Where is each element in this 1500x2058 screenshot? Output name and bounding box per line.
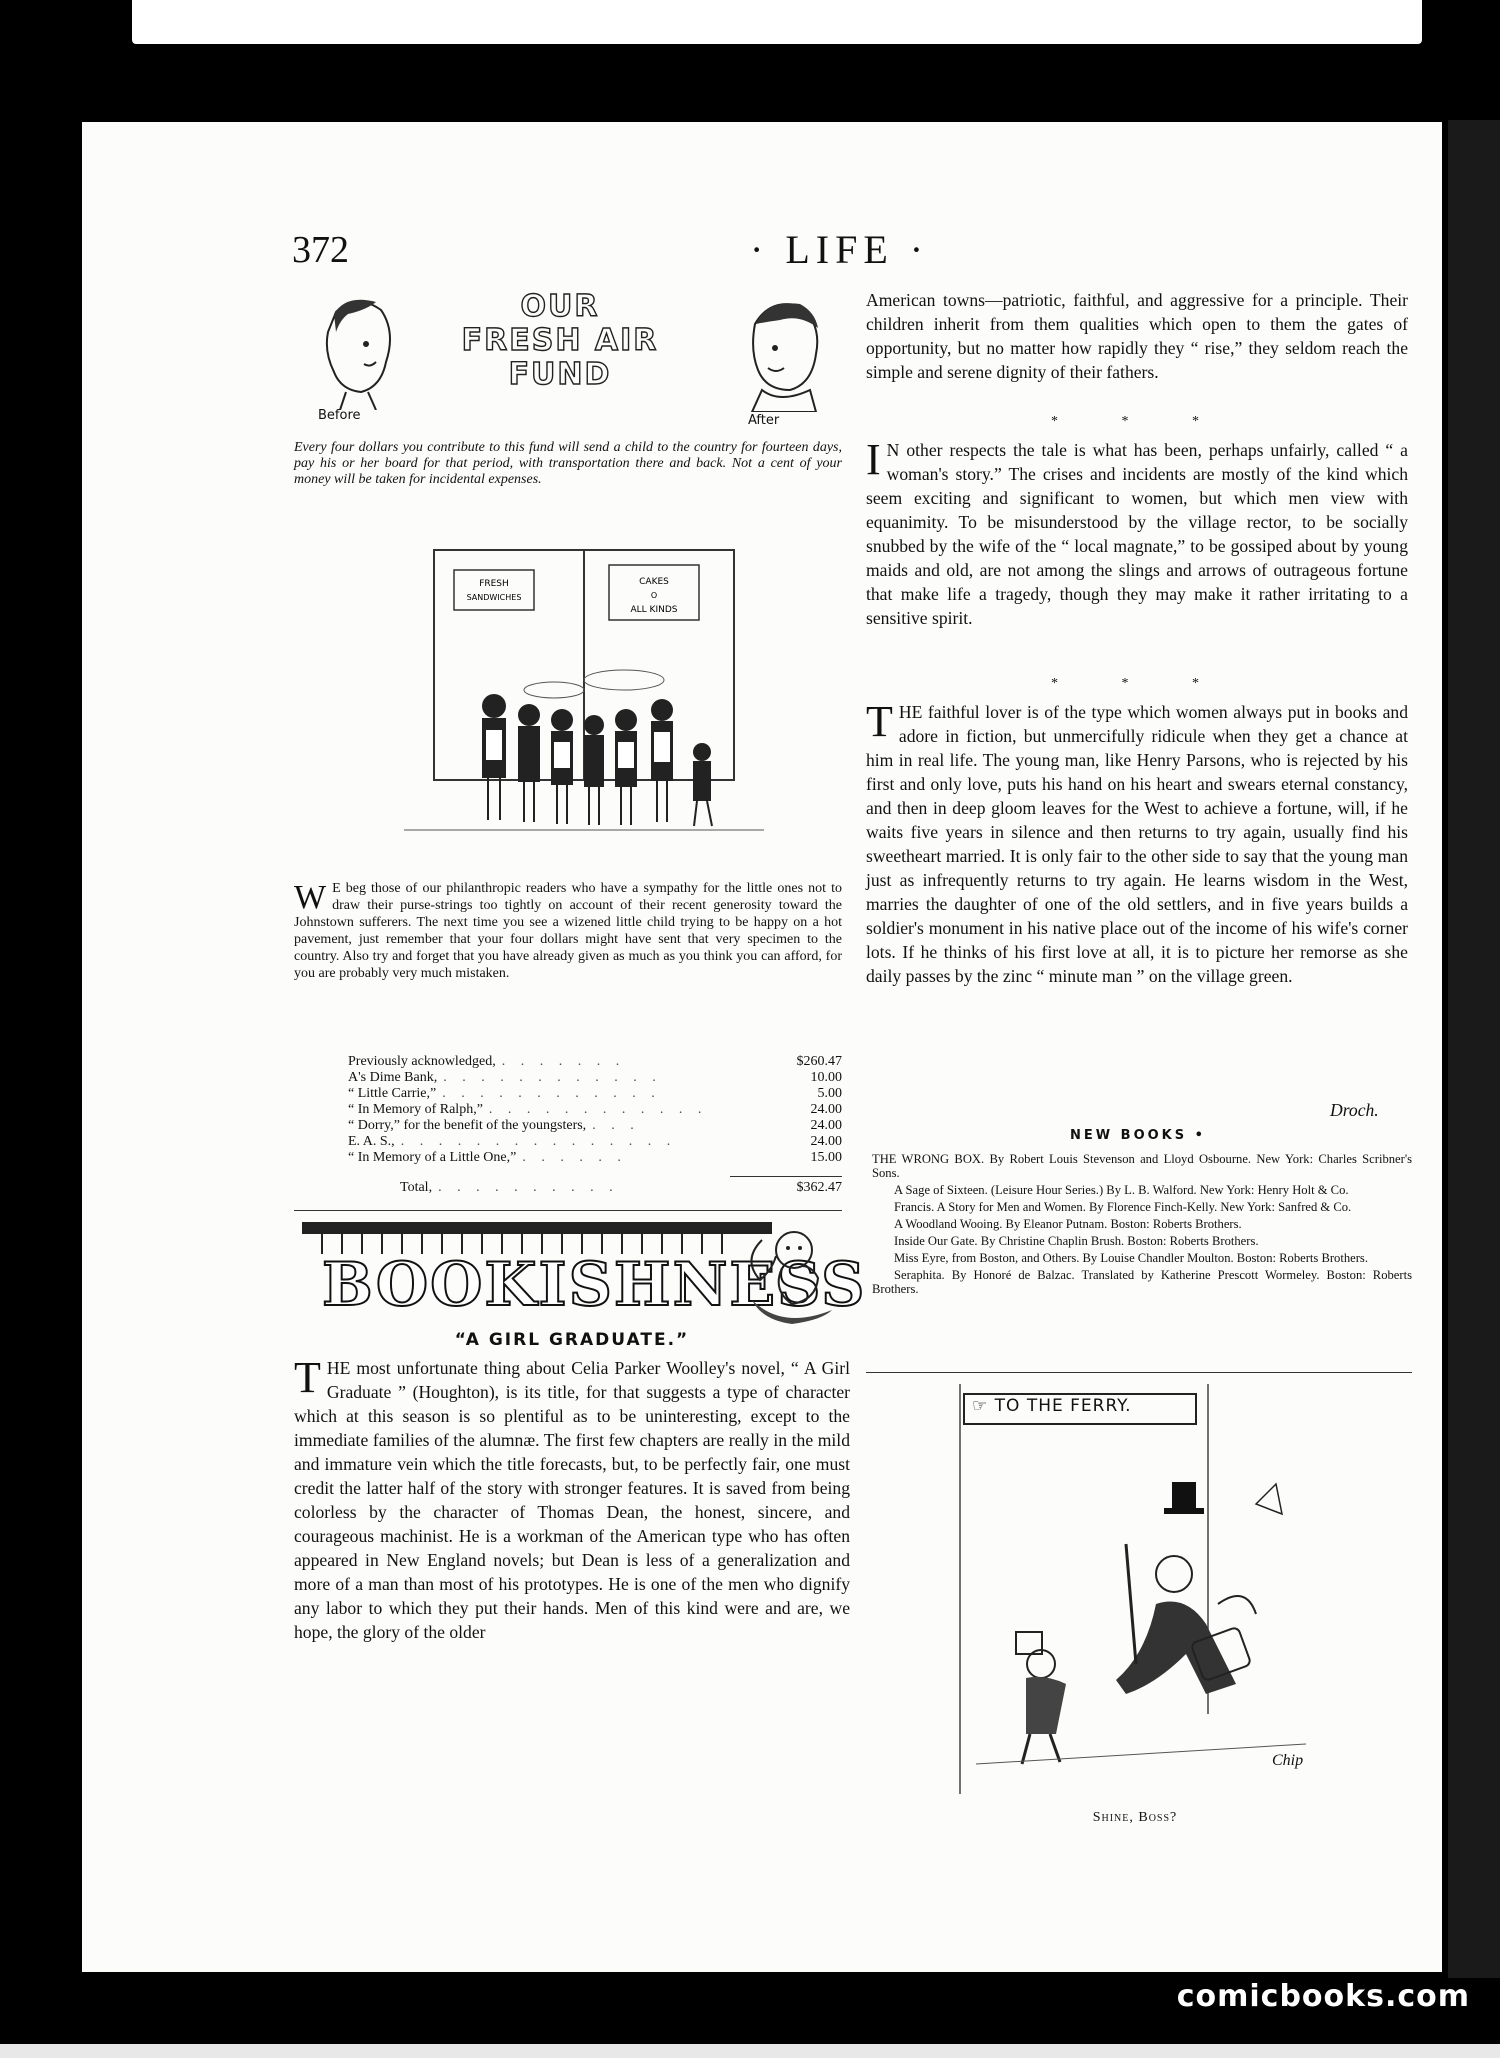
drop-cap: T	[294, 1353, 321, 1402]
svg-text:ALL KINDS: ALL KINDS	[630, 605, 678, 615]
womans-story-paragraph	[866, 435, 1408, 630]
ferry-sign: ☞ TO THE FERRY.	[972, 1396, 1132, 1416]
bookishness-banner	[292, 1216, 867, 1336]
new-books-heading: NEW BOOKS •	[1070, 1128, 1206, 1143]
contribution-amount: 24.00	[810, 1134, 842, 1149]
next-page-edge	[1448, 120, 1500, 1978]
section-break-stars: * * *	[1051, 676, 1229, 691]
drop-cap: W	[294, 879, 327, 916]
cherub-illustration	[732, 1220, 852, 1332]
after-boy-illustration	[730, 294, 830, 412]
total-rule	[730, 1176, 842, 1177]
contribution-row: “ Little Carrie,” . . . . . . . . . . . . 5.00	[348, 1086, 842, 1101]
review-continuation	[866, 288, 1408, 384]
total-amount: $362.47	[796, 1180, 842, 1195]
fund-title-line: FRESH AIR	[461, 323, 659, 358]
ferry-cartoon-illustration	[956, 1384, 1326, 1794]
svg-text:SANDWICHES: SANDWICHES	[466, 593, 522, 602]
contribution-amount: 15.00	[810, 1150, 842, 1165]
fund-appeal-text: E beg those of our philanthropic readers who have a sympathy for the little ones not to draw their purse-strings too tightly on account of their recent generosity toward the Johnstown sufferers. The next time you see a wizened little child trying to be happy on a hot pavement, just remember that your four dollars might have sent that very specimen to the country. Also try and forget that you have already given as much as you think you can afford, for you are probably very much mistaken.	[294, 881, 842, 981]
contributor-name: “ Dorry,” for the benefit of the youngsters,	[348, 1118, 587, 1133]
contribution-amount: 10.00	[810, 1070, 842, 1085]
masthead: · LIFE ·	[750, 227, 930, 272]
contribution-amount: $260.47	[796, 1054, 842, 1069]
contributions-table	[348, 1054, 842, 1196]
girl-graduate-review	[294, 1353, 850, 1644]
section-rule	[866, 1372, 1412, 1373]
fund-note: Every four dollars you contribute to this fund will send a child to the country for fourteen days, pay his or her board for that period, with transportation there and back. Not a cent of your money will be taken for incidental expenses.	[294, 440, 842, 487]
svg-text:FRESH: FRESH	[479, 579, 509, 589]
faithful-lover-paragraph	[866, 697, 1408, 988]
previous-page-edge	[132, 0, 1422, 44]
contributor-name: E. A. S.,	[348, 1134, 395, 1149]
contribution-amount: 5.00	[817, 1086, 842, 1101]
bottom-page-edge	[0, 2044, 1500, 2058]
section-break-stars: * * *	[1051, 414, 1229, 429]
book-entry: Francis. A Story for Men and Women. By Florence Finch-Kelly. New York: Sanfred & Co.	[894, 1200, 1352, 1214]
book-entry: THE WRONG BOX. By Robert Louis Stevenson and Lloyd Osbourne. New York: Charles Scribner's Sons.	[872, 1152, 1412, 1180]
fund-title-line: FUND	[508, 357, 612, 392]
fund-title-line: OUR	[520, 289, 600, 324]
total-label: Total,	[400, 1180, 433, 1195]
contribution-amount: 24.00	[810, 1118, 842, 1133]
bookishness-title: BOOKISHNESS	[322, 1250, 867, 1320]
contribution-row: A's Dime Bank, . . . . . . . . . . . . 10.00	[348, 1070, 842, 1085]
contribution-row: Previously acknowledged, . . . . . . . $260.47	[348, 1054, 842, 1069]
book-entry: A Woodland Wooing. By Eleanor Putnam. Boston: Roberts Brothers.	[894, 1217, 1242, 1231]
author-signature: Droch.	[1330, 1100, 1379, 1120]
svg-text:CAKES: CAKES	[639, 577, 669, 587]
site-watermark: comicbooks.com	[1176, 1979, 1470, 2014]
book-entry: A Sage of Sixteen. (Leisure Hour Series.) By L. B. Walford. New York: Henry Holt & Co.	[894, 1183, 1349, 1197]
fresh-air-fund-title	[430, 290, 690, 392]
contribution-amount: 24.00	[810, 1102, 842, 1117]
book-entry: Inside Our Gate. By Christine Chaplin Brush. Boston: Roberts Brothers.	[894, 1234, 1259, 1248]
fund-appeal-paragraph	[294, 880, 842, 982]
contributor-name: “ Little Carrie,”	[348, 1086, 437, 1101]
paragraph-text: N other respects the tale is what has been, perhaps unfairly, called “ a woman's story.” The crises and incidents are mostly of the kind which seem exciting and significant to women, but which men view with equanimity. To be misunderstood by the village rector, to be socially snubbed by the wife of the “ local magnate,” to be gossiped about by young maids and old, are not among the slings and arrows of outrageous fortune that make life a tragedy, though they may make it rather irritating to a sensitive spirit.	[866, 440, 1408, 628]
paragraph-text: HE faithful lover is of the type which women always put in books and adore in fiction, but unmercifully ridicule when they get a chance at him in real life. The young man, like Henry Parsons, who is rejected by his first and only love, puts his hand on his heart and swears eternal constancy, and then in deep gloom leaves for the West to achieve a fortune, will, if he waits five years in silence and then returns to try again, usually find his sweetheart married. It is only fair to the other side to say that the young man just as infrequently returns to try again. He learns wisdom in the West, marries the daughter of one of the old settlers, and in five years builds a soldier's monument in his native place out of the income of his wife's corner lots. If he thinks of his first love at all, it is to picture her remorse as she daily passes by the zinc “ minute man ” on the village green.	[866, 702, 1408, 986]
contribution-row: “ Dorry,” for the benefit of the youngsters, . . . 24.00	[348, 1118, 842, 1133]
book-entry: Seraphita. By Honoré de Balzac. Translated by Katherine Prescott Wormeley. Boston: Roberts Brothers.	[872, 1268, 1412, 1296]
contribution-row: “ In Memory of a Little One,” . . . . . . 15.00	[348, 1150, 842, 1165]
contribution-row: “ In Memory of Ralph,” . . . . . . . . . . . . 24.00	[348, 1102, 842, 1117]
after-label: After	[748, 413, 780, 428]
children-at-bakery-window-illustration	[384, 520, 784, 860]
cartoonist-signature: Chip	[1272, 1752, 1304, 1769]
contribution-row: E. A. S., . . . . . . . . . . . . . . . 24.00	[348, 1134, 842, 1149]
continuation-paragraph: American towns—patriotic, faithful, and aggressive for a principle. Their children inherit from them qualities which open to them the gates of opportunity, but no matter how rapidly they “ rise,” they seldom reach the simple and serene dignity of their fathers.	[866, 290, 1408, 382]
before-label: Before	[318, 408, 361, 423]
girl-graduate-heading: “A GIRL GRADUATE.”	[454, 1330, 690, 1350]
before-boy-illustration	[306, 292, 406, 410]
contributor-name: Previously acknowledged,	[348, 1054, 496, 1069]
cartoon-caption: Shine, Boss?	[1092, 1810, 1178, 1825]
contributor-name: “ In Memory of Ralph,”	[348, 1102, 483, 1117]
page-number: 372	[292, 229, 349, 271]
contributor-name: “ In Memory of a Little One,”	[348, 1150, 517, 1165]
new-books-list	[872, 1152, 1412, 1299]
drop-cap: T	[866, 697, 893, 746]
review-text: HE most unfortunate thing about Celia Parker Woolley's novel, “ A Girl Graduate ” (Houghton), is its title, for that suggests a type of character which at this season is so plentiful as to be uninteresting, except to the immediate families of the alumnæ. The first few chapters are really in the mild and immature vein which the title forecasts, but, to be perfectly fair, one must credit the latter half of the story with stronger features. It is saved from being colorless by the character of Thomas Dean, the honest, sincere, and courageous machinist. He is a workman of the American type who has often appeared in New England novels; but Dean is less of a generalization and more of a man than most of his prototypes. He is one of the men who dignify any labor to which they put their hands. Men of this kind were and are, we hope, the glory of the older	[294, 1358, 850, 1642]
book-entry: Miss Eyre, from Boston, and Others. By Louise Chandler Moulton. Boston: Roberts Brothers.	[894, 1251, 1368, 1265]
total-row: Total, . . . . . . . . . . $362.47	[400, 1180, 842, 1195]
section-rule	[294, 1210, 842, 1211]
svg-text:O: O	[650, 591, 658, 600]
contributor-name: A's Dime Bank,	[348, 1070, 438, 1085]
drop-cap: I	[866, 435, 881, 484]
